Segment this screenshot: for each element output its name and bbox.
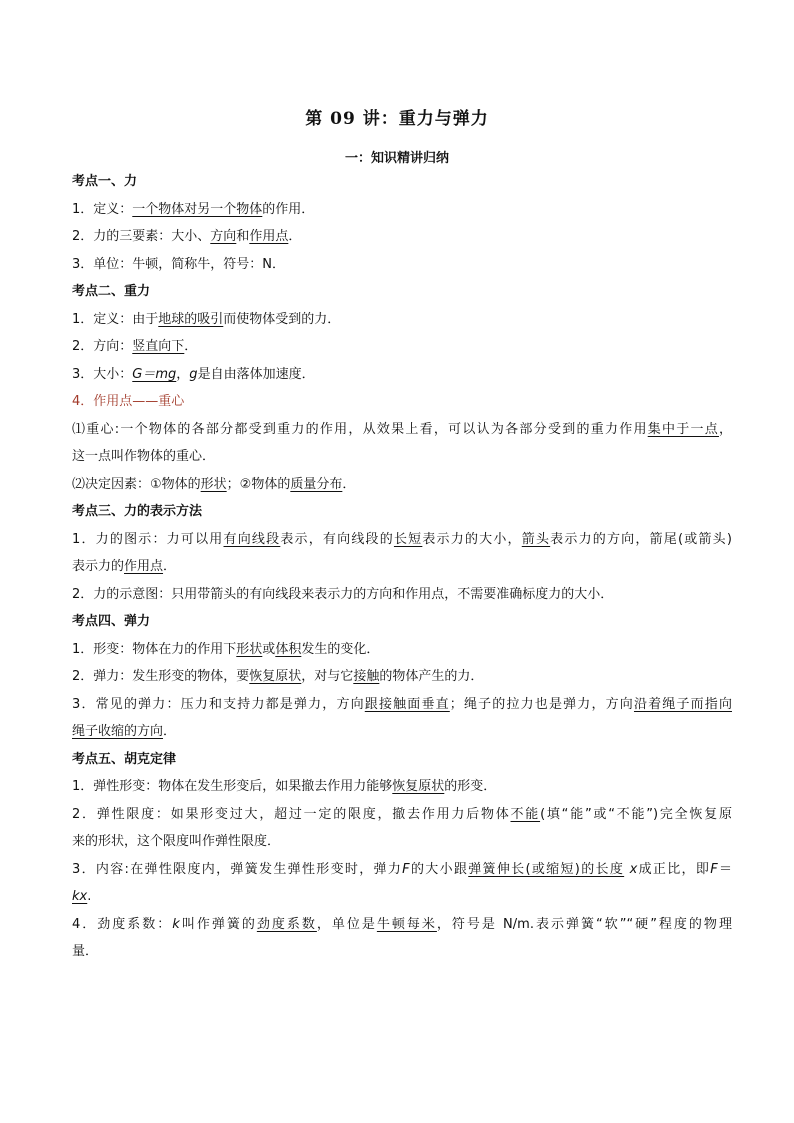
center-of-gravity-definition: ⑴重心:一个物体的各部分都受到重力的作用，从效果上看，可以认为各部分受到的重力作用集中于一点， — [72, 421, 732, 437]
gravity-magnitude: 3．大小：G＝mg，g是自由落体加速度． — [72, 366, 315, 382]
stiffness-coefficient-definition-cont: 量． — [72, 944, 99, 959]
gravity-definition: 1．定义：由于地球的吸引而使物体受到的力． — [72, 311, 341, 327]
common-elastic-forces: 3．常见的弹力：压力和支持力都是弹力，方向跟接触面垂直；绳子的拉力也是弹力，方向沿着绳子而指向 — [72, 696, 732, 712]
common-elastic-forces-cont: 绳子收缩的方向． — [72, 724, 177, 739]
elastic-limit-definition-cont: 来的形状，这个限度叫作弹性限度． — [72, 834, 281, 849]
force-unit: 3．单位：牛顿，简称牛，符号：N． — [72, 256, 285, 272]
center-of-gravity-factors: ⑵决定因素：①物体的形状；②物体的质量分布． — [72, 476, 356, 492]
heading-force: 考点一、力 — [72, 174, 138, 189]
elastic-deformation-definition: 1．弹性形变：物体在发生形变后，如果撤去作用力能够恢复原状的形变． — [72, 779, 497, 794]
force-three-elements: 2．力的三要素：大小、方向和作用点． — [72, 229, 302, 244]
force-sketch-definition: 2．力的示意图：只用带箭头的有向线段来表示力的方向和作用点，不需要准确标度力的大小． — [72, 586, 614, 602]
heading-gravity: 考点二、重力 — [72, 284, 151, 299]
hookes-law-content: 3．内容:在弹性限度内，弹簧发生弹性形变时，弹力F的大小跟弹簧伸长(或缩短)的长度 x成正比，即F＝ — [72, 861, 732, 877]
heading-hookes-law: 考点五、胡克定律 — [72, 751, 177, 767]
force-definition: 1．定义：一个物体对另一个物体的作用． — [72, 201, 315, 217]
center-of-gravity-heading: 4．作用点——重心 — [72, 394, 185, 409]
force-diagram-definition-cont: 表示力的作用点． — [72, 559, 177, 574]
heading-elastic-force: 考点四、弹力 — [72, 614, 151, 629]
page-title: 第 09 讲：重力与弹力 — [305, 109, 489, 129]
deformation-definition: 1．形变：物体在力的作用下形状或体积发生的变化． — [72, 641, 380, 657]
gravity-direction: 2．方向：竖直向下． — [72, 339, 198, 354]
force-diagram-definition: 1．力的图示：力可以用有向线段表示，有向线段的长短表示力的大小，箭头表示力的方向，箭尾(或箭头) — [72, 531, 732, 547]
hookes-law-formula: kx. — [72, 889, 92, 904]
heading-force-representation: 考点三、力的表示方法 — [72, 504, 203, 519]
content-body — [72, 168, 732, 966]
center-of-gravity-definition-cont: 这一点叫作物体的重心． — [72, 449, 216, 464]
elastic-force-definition: 2．弹力：发生形变的物体，要恢复原状，对与它接触的物体产生的力． — [72, 669, 484, 684]
elastic-limit-definition: 2．弹性限度：如果形变过大，超过一定的限度，撤去作用力后物体不能(填“能”或“不能”)完全恢复原 — [72, 806, 732, 822]
section-subtitle: 一：知识精讲归纳 — [344, 151, 449, 166]
stiffness-coefficient-definition: 4．劲度系数：k叫作弹簧的劲度系数，单位是牛顿每米，符号是 N/m.表示弹簧“软”“硬”程度的物理 — [72, 916, 732, 932]
